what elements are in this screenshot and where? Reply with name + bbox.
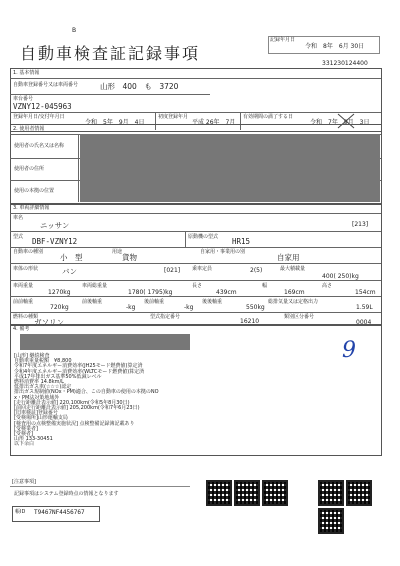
user-name-label: 使用者の氏名又は名称 <box>14 143 65 149</box>
reg-value: 山形 400 も 3720 <box>100 82 179 91</box>
rear-rear-value: 550kg <box>246 304 265 311</box>
document-title: 自動車検査証記録事項 <box>20 44 201 63</box>
qr-code-1-icon <box>206 480 232 506</box>
gvw-label: 車両総重量 <box>82 283 108 289</box>
expiry-label: 有効期間の満了する日 <box>243 114 294 120</box>
remark-line: [前回走行距離計表示値] 205,200km(令和7年6月23日) <box>14 405 140 412</box>
body-label: 車体の形状 <box>13 266 39 272</box>
id-label: 帳ID <box>15 509 26 515</box>
remark-line: 燃料消費率 14.8km/L <box>14 379 64 386</box>
engine-label: 原動機の型式 <box>188 234 219 240</box>
capacity-value: 2(5) <box>250 267 263 274</box>
maker-code: [213] <box>352 221 369 228</box>
qr-code-2-icon <box>234 480 260 506</box>
category-label: 類別区分番号 <box>284 314 315 320</box>
expiry-value: 令和 7年 9月 3日 <box>310 119 370 126</box>
private-label: 自家用・事業用の別 <box>200 249 246 255</box>
type-value: 小 型 <box>60 253 83 262</box>
maker-label: 車名 <box>13 215 24 221</box>
remark-line: 平成17年排出ガス基準50%低減レベル <box>14 373 102 380</box>
max-load-label: 最大積載量 <box>280 266 306 272</box>
reg-date-value: 令和 5年 9月 4日 <box>85 119 145 126</box>
redacted-remarks-block <box>20 334 190 350</box>
front-rear-label: 前後軸重 <box>82 299 103 305</box>
remark-line: [受検場所]山形運輸支局 <box>14 415 68 422</box>
remark-line: 令和4年度エネルギー消費効率(WLTCモード燃費値)算定済 <box>14 368 145 375</box>
rear-rear-label: 後後軸重 <box>202 299 223 305</box>
model-value: DBF-VZNY12 <box>32 237 78 246</box>
type-label: 自動車の種別 <box>13 249 44 255</box>
top-letter: B <box>72 27 77 34</box>
chassis-label: 車台番号 <box>13 96 34 102</box>
rear-front-label: 後前軸重 <box>144 299 165 305</box>
displacement-value: 1.59L <box>356 304 373 311</box>
remark-line: [検査用の点検整備実施状況] 点検整備記録簿記載あり <box>14 420 135 427</box>
use-label: 用途 <box>112 249 123 255</box>
record-date-label: 記録年月日 <box>270 37 296 43</box>
remark-line: 低排出ガス車(☆☆☆)認定 <box>14 384 72 391</box>
remark-line: [山形] 継続検査 <box>14 353 50 359</box>
id-value: T9467NF4456767 <box>34 509 85 516</box>
length-value: 439cm <box>216 289 237 296</box>
qr-code-4-icon <box>318 480 344 506</box>
user-base-label: 使用の本拠の位置 <box>14 188 55 194</box>
height-label: 高さ <box>322 283 333 289</box>
width-label: 幅 <box>262 283 268 289</box>
width-value: 169cm <box>284 289 305 296</box>
first-reg-value: 平成 26年 7月 <box>192 119 236 126</box>
remark-line: x・PM法対策地域外 <box>14 394 60 401</box>
body-value: バン <box>62 267 77 276</box>
remark-line: [受検者] <box>14 431 33 438</box>
remark-line: 排出ガス規制値(NOx・PM)適合、この自動車の使用の本拠のNO <box>14 389 159 396</box>
reg-label: 自動車登録番号又は車両番号 <box>13 82 79 88</box>
front-axle-label: 前前軸重 <box>13 299 34 305</box>
engine-value: HR15 <box>232 237 251 246</box>
qr-code-6-icon <box>318 508 344 534</box>
remark-line: [旧車検証]登録番号 <box>14 410 58 417</box>
designation-label: 型式指定番号 <box>150 314 181 320</box>
category-value: 0004 <box>356 319 372 326</box>
notice-text: 記録事項はシステム登録時点の情報となります <box>14 491 119 497</box>
section4-heading: 4. 備考 <box>13 326 30 332</box>
remark-line: 山形 133-30451 <box>14 436 53 443</box>
section1-heading: 1. 基本情報 <box>13 70 40 76</box>
front-rear-value: -kg <box>126 304 136 311</box>
height-value: 154cm <box>355 289 376 296</box>
handwritten-number: 9 <box>342 338 356 363</box>
fuel-value: ガソリン <box>34 318 64 327</box>
body-code: [021] <box>164 267 181 274</box>
gvw-value: 1780( 1795)kg <box>128 289 173 296</box>
remark-line: 令和7年度エネルギー消費効率(JH25モード燃費値)算定済 <box>14 363 143 370</box>
notice-heading: [注意事項] <box>12 479 36 485</box>
section3-heading: 3. 車両詳細情報 <box>13 205 50 211</box>
user-address-label: 使用者の住所 <box>14 166 45 172</box>
section2-heading: 2. 使用者情報 <box>13 126 45 132</box>
displacement-label: 総排気量又は定格出力 <box>268 299 319 305</box>
designation-value: 16210 <box>240 318 260 325</box>
weight-label: 車両重量 <box>13 283 34 289</box>
qr-code-5-icon <box>346 480 372 506</box>
fuel-label: 燃料の種類 <box>13 314 39 320</box>
remark-line: 自動車重量税額 ¥8,800 <box>14 358 72 365</box>
chassis-value: VZNY12-045963 <box>13 102 72 111</box>
remark-line: 以下余白 <box>14 441 35 448</box>
capacity-label: 乗車定員 <box>192 266 213 272</box>
model-label: 型式 <box>13 234 24 240</box>
rear-front-value: -kg <box>184 304 194 311</box>
maker-value: ニッサン <box>40 221 70 230</box>
first-reg-label: 初度登録年月 <box>158 114 189 120</box>
max-load-value: 400( 250)kg <box>322 273 359 280</box>
use-value: 貨物 <box>122 253 137 262</box>
qr-code-3-icon <box>262 480 288 506</box>
record-date-value: 令和 8年 6月 30日 <box>305 43 365 50</box>
remarks-list <box>14 354 274 448</box>
private-value: 自家用 <box>277 253 300 262</box>
length-label: 長さ <box>192 283 203 289</box>
remark-line: [受検業者] <box>14 425 38 432</box>
redacted-user-block <box>80 134 380 202</box>
reg-date-label: 登録年月日/交付年月日 <box>13 114 65 120</box>
front-axle-value: 720kg <box>50 304 69 311</box>
weight-value: 1270kg <box>48 289 71 296</box>
doc-number: 331230124400 <box>322 60 368 67</box>
remark-line: [走行距離計表示値] 220,100km(令和5年8月30日) <box>14 399 130 406</box>
